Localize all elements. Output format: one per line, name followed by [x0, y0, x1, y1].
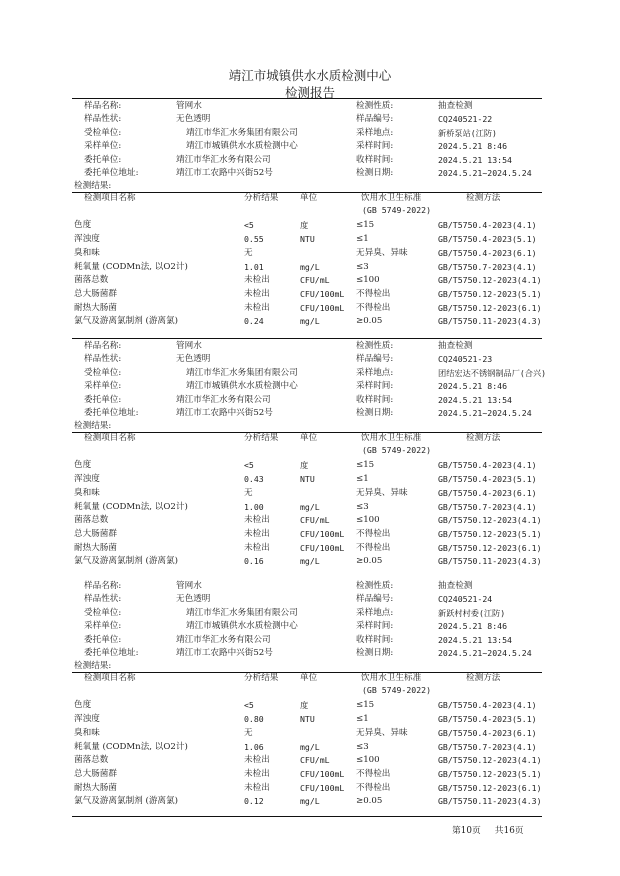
field-value-sample-number: CQ240521-24	[438, 594, 493, 605]
row-item: 耐热大肠菌	[74, 302, 117, 313]
field-value-sample-state: 无色透明	[176, 354, 211, 365]
field-label-sample-number: 样品编号:	[356, 354, 394, 365]
row-result: 未检出	[244, 542, 270, 553]
row-method: GB/T5750.4-2023(5.1)	[438, 474, 537, 485]
row-standard: ≤100	[356, 755, 380, 766]
row-item: 浑浊度	[74, 714, 100, 725]
field-value-sample-name: 管网水	[176, 101, 202, 111]
field-label-test-nature: 检测性质:	[356, 101, 394, 111]
row-result: 0.24	[244, 316, 264, 327]
col-header-method: 检测方法	[466, 673, 501, 684]
field-value-client-address: 靖江市工农路中兴街52号	[176, 168, 273, 178]
row-unit: 度	[300, 700, 309, 711]
field-label-sample-name: 样品名称:	[84, 341, 122, 351]
field-value-test-nature: 抽查检测	[438, 101, 473, 111]
row-standard: ≤1	[356, 474, 369, 485]
field-value-sample-number: CQ240521-23	[438, 354, 493, 365]
col-header-unit: 单位	[300, 193, 318, 204]
field-value-sample-name: 管网水	[176, 341, 202, 351]
col-header-item: 检测项目名称	[84, 193, 136, 204]
field-label-test-date: 检测日期:	[356, 168, 394, 178]
row-method: GB/T5750.12-2023(4.1)	[438, 515, 542, 526]
field-label-entrusted-unit: 受检单位:	[84, 367, 122, 378]
row-standard: 无异臭、异味	[356, 727, 408, 738]
field-value-entrusted-unit: 靖江市华汇水务集团有限公司	[186, 607, 298, 618]
row-standard: 无异臭、异味	[356, 487, 408, 498]
row-result: 未检出	[244, 528, 270, 539]
row-standard: ≥0.05	[356, 316, 383, 327]
results-heading: 检测结果:	[74, 421, 112, 432]
row-method: GB/T5750.7-2023(4.1)	[438, 741, 537, 752]
row-item: 色度	[74, 700, 92, 711]
page-footer	[452, 823, 524, 836]
row-unit: mg/L	[300, 261, 320, 272]
row-item: 氯气及游离氯制剂 (游离氯)	[74, 556, 178, 567]
col-header-item: 检测项目名称	[84, 433, 136, 444]
bottom-rule	[72, 816, 542, 817]
row-unit: CFU/mL	[300, 275, 330, 286]
row-standard: 不得检出	[356, 768, 391, 779]
field-value-sampling-time: 2024.5.21 8:46	[438, 621, 508, 632]
row-method: GB/T5750.4-2023(4.1)	[438, 220, 537, 231]
report-title: 检测报告	[284, 85, 335, 100]
row-result: 未检出	[244, 288, 270, 299]
field-label-receipt-time: 收样时间:	[356, 634, 394, 645]
field-label-receipt-time: 收样时间:	[356, 394, 394, 405]
col-header-standard-ref: (GB 5749-2022)	[362, 445, 432, 456]
row-method: GB/T5750.11-2023(4.3)	[438, 556, 542, 567]
row-method: GB/T5750.12-2023(4.1)	[438, 755, 542, 766]
row-item: 菌落总数	[74, 515, 109, 526]
col-header-standard: 饮用水卫生标准	[361, 193, 422, 204]
org-title: 靖江市城镇供水水质检测中心	[228, 68, 392, 83]
row-unit: mg/L	[300, 316, 320, 327]
col-header-unit: 单位	[300, 673, 318, 684]
field-label-sample-state: 样品性状:	[84, 354, 122, 365]
row-standard: 不得检出	[356, 782, 391, 793]
row-unit: 度	[300, 460, 309, 471]
field-label-test-date: 检测日期:	[356, 648, 394, 658]
row-result: 0.80	[244, 714, 264, 725]
row-item: 色度	[74, 460, 92, 471]
field-value-sample-state: 无色透明	[176, 114, 211, 125]
row-item: 臭和味	[74, 727, 100, 738]
row-result: 0.55	[244, 234, 264, 245]
row-result: 未检出	[244, 302, 270, 313]
col-header-result: 分析结果	[244, 193, 279, 204]
field-label-sampling-time: 采样时间:	[356, 141, 394, 152]
field-value-sampling-location: 团结宏达不锈钢制品厂(合兴)	[438, 367, 547, 378]
field-value-receipt-time: 2024.5.21 13:54	[438, 634, 512, 645]
field-label-client-unit: 委托单位:	[84, 634, 122, 645]
field-label-sampling-location: 采样地点:	[356, 607, 394, 618]
row-unit: CFU/mL	[300, 755, 330, 766]
field-label-sampling-location: 采样地点:	[356, 367, 394, 378]
field-label-client-unit: 委托单位:	[84, 394, 122, 405]
results-heading: 检测结果:	[74, 661, 112, 672]
row-result: 1.00	[244, 501, 264, 512]
field-label-entrusted-unit: 受检单位:	[84, 607, 122, 618]
field-label-sample-state: 样品性状:	[84, 594, 122, 605]
row-standard: 无异臭、异味	[356, 247, 408, 258]
field-value-sampling-time: 2024.5.21 8:46	[438, 141, 508, 152]
row-result: 未检出	[244, 515, 270, 526]
row-standard: ≥0.05	[356, 556, 383, 567]
row-item: 浑浊度	[74, 234, 100, 245]
field-value-client-address: 靖江市工农路中兴街52号	[176, 408, 273, 418]
field-value-test-nature: 抽查检测	[438, 581, 473, 591]
col-header-result: 分析结果	[244, 673, 279, 684]
row-unit: mg/L	[300, 741, 320, 752]
section-top-rule	[72, 338, 542, 339]
row-result: 无	[244, 487, 253, 498]
row-item: 浑浊度	[74, 474, 100, 485]
col-header-method: 检测方法	[466, 193, 501, 204]
field-label-sample-state: 样品性状:	[84, 114, 122, 125]
field-value-receipt-time: 2024.5.21 13:54	[438, 154, 512, 165]
row-item: 总大肠菌群	[74, 528, 117, 539]
row-method: GB/T5750.12-2023(6.1)	[438, 542, 542, 553]
field-label-test-date: 检测日期:	[356, 408, 394, 418]
field-value-entrusted-unit: 靖江市华汇水务集团有限公司	[186, 367, 298, 378]
field-value-client-unit: 靖江市华汇水务有限公司	[176, 394, 271, 405]
field-label-sampling-time: 采样时间:	[356, 381, 394, 392]
row-result: <5	[244, 460, 254, 471]
row-unit: mg/L	[300, 796, 320, 807]
field-value-sample-name: 管网水	[176, 581, 202, 591]
row-standard: ≤3	[356, 261, 369, 272]
row-item: 菌落总数	[74, 275, 109, 286]
field-value-sampling-location: 新跃村村委(江防)	[438, 607, 506, 618]
row-standard: 不得检出	[356, 288, 391, 299]
row-unit: NTU	[300, 714, 315, 725]
row-method: GB/T5750.12-2023(4.1)	[438, 275, 542, 286]
row-method: GB/T5750.4-2023(5.1)	[438, 714, 537, 725]
col-header-item: 检测项目名称	[84, 673, 136, 684]
row-method: GB/T5750.12-2023(5.1)	[438, 288, 542, 299]
field-value-test-date: 2024.5.21~2024.5.24	[438, 408, 532, 418]
field-value-client-unit: 靖江市华汇水务有限公司	[176, 154, 271, 165]
row-unit: CFU/mL	[300, 515, 330, 526]
field-label-client-address: 委托单位地址:	[84, 168, 139, 178]
row-method: GB/T5750.4-2023(6.1)	[438, 247, 537, 258]
row-standard: 不得检出	[356, 302, 391, 313]
row-item: 耗氧量 (CODMn法, 以O2计)	[74, 741, 188, 752]
field-value-test-date: 2024.5.21~2024.5.24	[438, 168, 532, 178]
row-standard: ≤100	[356, 275, 380, 286]
row-unit: CFU/100mL	[300, 768, 345, 779]
row-method: GB/T5750.11-2023(4.3)	[438, 316, 542, 327]
field-label-sampling-location: 采样地点:	[356, 127, 394, 138]
row-item: 总大肠菌群	[74, 288, 117, 299]
row-result: 未检出	[244, 782, 270, 793]
row-method: GB/T5750.7-2023(4.1)	[438, 501, 537, 512]
row-item: 耗氧量 (CODMn法, 以O2计)	[74, 501, 188, 512]
field-value-sample-number: CQ240521-22	[438, 114, 493, 125]
row-method: GB/T5750.11-2023(4.3)	[438, 796, 542, 807]
row-method: GB/T5750.4-2023(6.1)	[438, 727, 537, 738]
field-value-sampling-unit: 靖江市城镇供水水质检测中心	[186, 621, 298, 632]
field-value-sampling-unit: 靖江市城镇供水水质检测中心	[186, 141, 298, 152]
page-number: 第10页	[452, 826, 481, 836]
row-result: 0.43	[244, 474, 264, 485]
row-standard: ≤3	[356, 501, 369, 512]
row-result: 无	[244, 727, 253, 738]
row-result: 无	[244, 247, 253, 258]
field-label-receipt-time: 收样时间:	[356, 154, 394, 165]
row-unit: CFU/100mL	[300, 288, 345, 299]
row-result: 1.06	[244, 741, 264, 752]
row-result: 0.16	[244, 556, 264, 567]
row-item: 臭和味	[74, 487, 100, 498]
row-method: GB/T5750.12-2023(5.1)	[438, 528, 542, 539]
col-header-standard-ref: (GB 5749-2022)	[362, 205, 432, 216]
field-value-sampling-location: 新桥泵站(江防)	[438, 127, 497, 138]
row-unit: mg/L	[300, 501, 320, 512]
row-result: 0.12	[244, 796, 264, 807]
row-item: 总大肠菌群	[74, 768, 117, 779]
row-item: 耐热大肠菌	[74, 542, 117, 553]
field-value-sample-state: 无色透明	[176, 594, 211, 605]
field-label-sampling-unit: 采样单位:	[84, 621, 122, 632]
field-label-entrusted-unit: 受检单位:	[84, 127, 122, 138]
field-value-test-nature: 抽查检测	[438, 341, 473, 351]
row-standard: ≤15	[356, 220, 375, 231]
field-label-client-address: 委托单位地址:	[84, 408, 139, 418]
row-standard: ≤15	[356, 700, 375, 711]
field-label-sample-number: 样品编号:	[356, 594, 394, 605]
field-label-client-address: 委托单位地址:	[84, 648, 139, 658]
field-label-sample-name: 样品名称:	[84, 101, 122, 111]
results-heading: 检测结果:	[74, 181, 112, 192]
page-total: 共16页	[494, 826, 524, 836]
row-standard: ≤100	[356, 515, 380, 526]
row-result: 未检出	[244, 768, 270, 779]
col-header-unit: 单位	[300, 433, 318, 444]
row-unit: CFU/100mL	[300, 528, 345, 539]
col-header-result: 分析结果	[244, 433, 279, 444]
row-standard: 不得检出	[356, 542, 391, 553]
field-label-test-nature: 检测性质:	[356, 581, 394, 591]
row-unit: NTU	[300, 234, 315, 245]
row-standard: ≤15	[356, 460, 375, 471]
row-result: <5	[244, 700, 254, 711]
row-unit: CFU/100mL	[300, 782, 345, 793]
field-label-sample-name: 样品名称:	[84, 581, 122, 591]
row-method: GB/T5750.4-2023(4.1)	[438, 460, 537, 471]
row-item: 氯气及游离氯制剂 (游离氯)	[74, 796, 178, 807]
field-value-client-unit: 靖江市华汇水务有限公司	[176, 634, 271, 645]
row-method: GB/T5750.12-2023(6.1)	[438, 782, 542, 793]
row-standard: ≤1	[356, 234, 369, 245]
field-value-test-date: 2024.5.21~2024.5.24	[438, 648, 532, 658]
row-result: <5	[244, 220, 254, 231]
field-label-client-unit: 委托单位:	[84, 154, 122, 165]
row-result: 未检出	[244, 275, 270, 286]
row-item: 耗氧量 (CODMn法, 以O2计)	[74, 261, 188, 272]
row-item: 菌落总数	[74, 755, 109, 766]
field-value-receipt-time: 2024.5.21 13:54	[438, 394, 512, 405]
row-method: GB/T5750.4-2023(5.1)	[438, 234, 537, 245]
row-standard: ≤3	[356, 741, 369, 752]
row-unit: CFU/100mL	[300, 542, 345, 553]
field-value-sampling-unit: 靖江市城镇供水水质检测中心	[186, 381, 298, 392]
row-method: GB/T5750.7-2023(4.1)	[438, 261, 537, 272]
col-header-standard-ref: (GB 5749-2022)	[362, 685, 432, 696]
section-top-rule	[72, 98, 542, 99]
field-label-sampling-time: 采样时间:	[356, 621, 394, 632]
field-value-entrusted-unit: 靖江市华汇水务集团有限公司	[186, 127, 298, 138]
row-unit: NTU	[300, 474, 315, 485]
field-label-sampling-unit: 采样单位:	[84, 141, 122, 152]
field-label-sampling-unit: 采样单位:	[84, 381, 122, 392]
field-label-sample-number: 样品编号:	[356, 114, 394, 125]
row-method: GB/T5750.4-2023(4.1)	[438, 700, 537, 711]
field-value-sampling-time: 2024.5.21 8:46	[438, 381, 508, 392]
field-label-test-nature: 检测性质:	[356, 341, 394, 351]
col-header-standard: 饮用水卫生标准	[361, 433, 422, 444]
row-standard: 不得检出	[356, 528, 391, 539]
col-header-standard: 饮用水卫生标准	[361, 673, 422, 684]
row-method: GB/T5750.12-2023(5.1)	[438, 768, 542, 779]
row-method: GB/T5750.12-2023(6.1)	[438, 302, 542, 313]
row-method: GB/T5750.4-2023(6.1)	[438, 487, 537, 498]
col-header-method: 检测方法	[466, 433, 501, 444]
row-unit: mg/L	[300, 556, 320, 567]
row-item: 氯气及游离氯制剂 (游离氯)	[74, 316, 178, 327]
row-standard: ≥0.05	[356, 796, 383, 807]
row-unit: 度	[300, 220, 309, 231]
row-result: 1.01	[244, 261, 264, 272]
field-value-client-address: 靖江市工农路中兴街52号	[176, 648, 273, 658]
row-item: 色度	[74, 220, 92, 231]
row-item: 耐热大肠菌	[74, 782, 117, 793]
row-item: 臭和味	[74, 247, 100, 258]
row-unit: CFU/100mL	[300, 302, 345, 313]
row-result: 未检出	[244, 755, 270, 766]
row-standard: ≤1	[356, 714, 369, 725]
